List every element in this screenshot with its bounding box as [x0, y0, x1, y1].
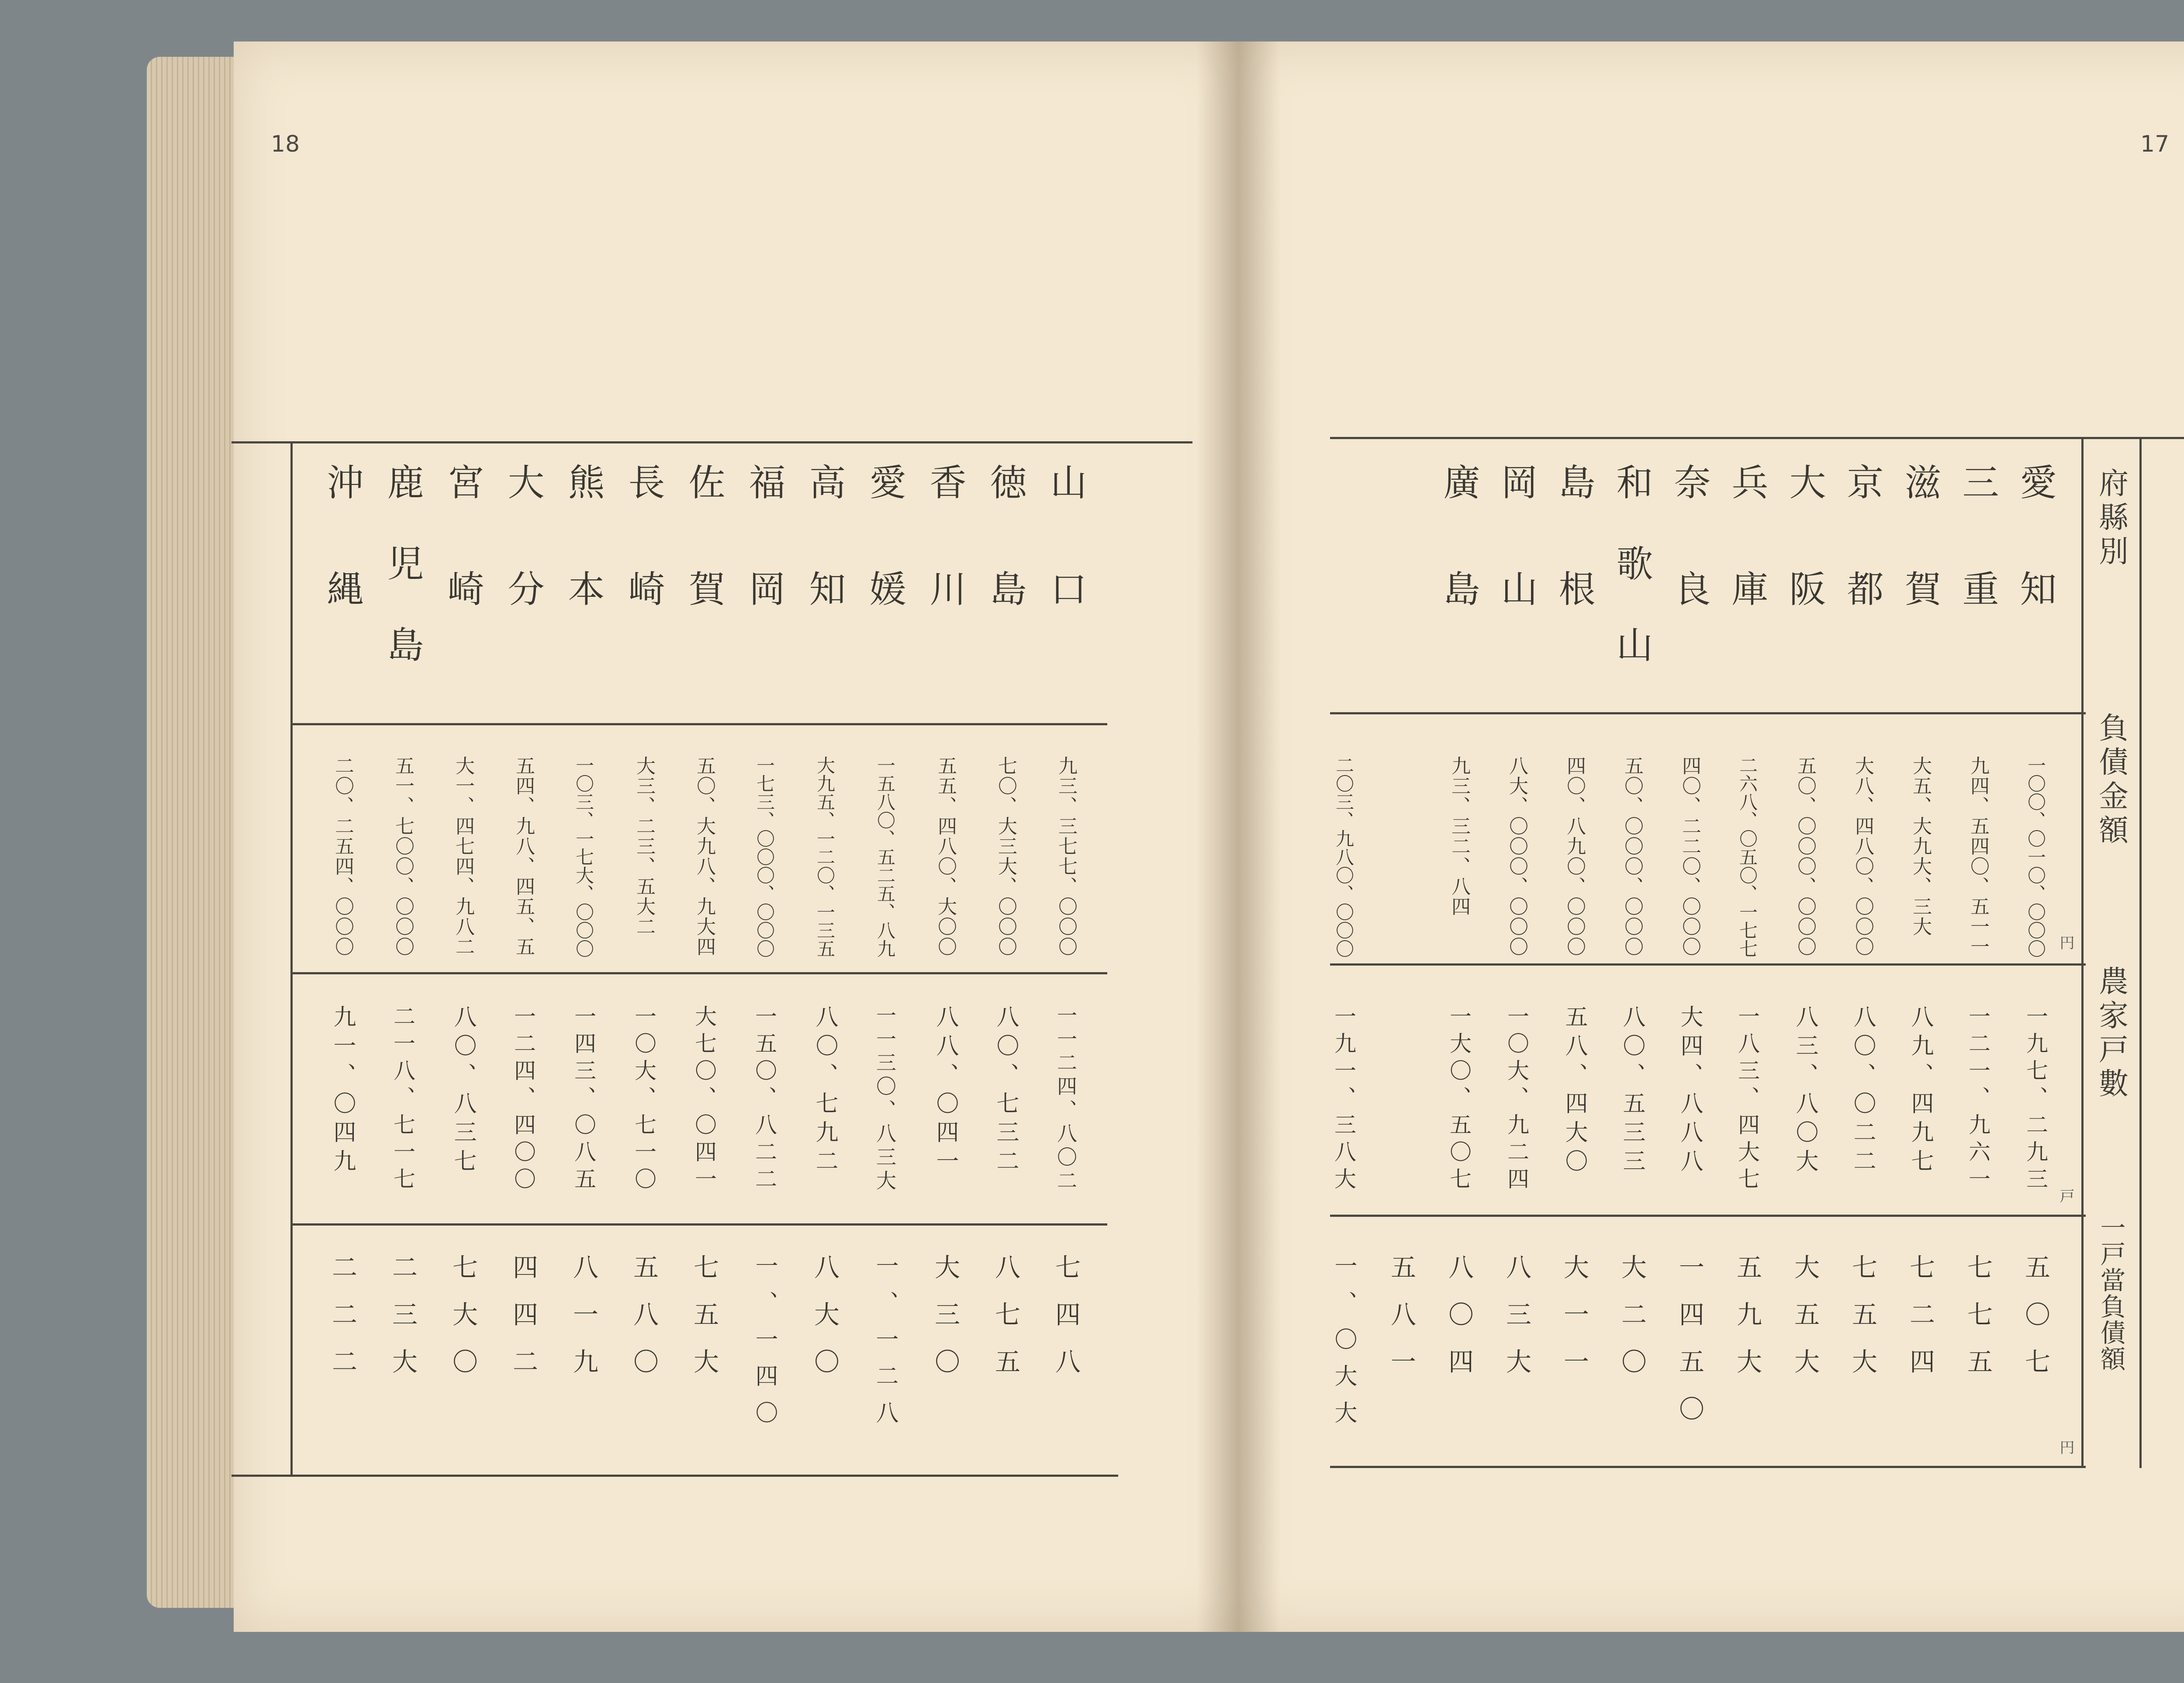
debt-amount: 大一、四七四、九八二 — [452, 756, 474, 957]
per-household-debt: 二二二 — [328, 1254, 357, 1396]
household-count: 八八、〇四一 — [932, 1005, 958, 1178]
left-table-rule-1 — [290, 723, 1107, 725]
prefecture-name: 高知 — [803, 463, 846, 676]
household-count: 八〇、五三三 — [1619, 1005, 1645, 1178]
debt-amount: 二〇三、九八〇、〇〇〇 — [1333, 756, 1355, 958]
prefecture-name: 島根 — [1553, 463, 1596, 676]
prefecture-name: 三重 — [1956, 463, 1999, 676]
debt-amount: 一〇三、一七大、〇〇〇 — [573, 756, 594, 958]
per-household-debt: 一、一四〇 — [751, 1254, 778, 1437]
per-household-debt: 二三大 — [388, 1254, 418, 1396]
debt-amount: 四〇、二二〇、〇〇〇 — [1679, 756, 1701, 957]
debt-amount: 四〇、八九〇、〇〇〇 — [1563, 756, 1586, 957]
header-debt-amount: 負債金額 — [2094, 712, 2129, 848]
debt-amount: 大九五、一二〇、一三五 — [814, 756, 836, 958]
left-page — [234, 42, 1238, 1632]
table-header-column — [2084, 468, 2138, 1459]
per-household-debt: 一四五〇 — [1675, 1254, 1704, 1443]
unit-yen-per: 円 — [2057, 1440, 2074, 1454]
per-household-debt: 一、一二八 — [872, 1254, 898, 1437]
left-page-edges — [147, 57, 247, 1608]
household-count: 五八、四大〇 — [1561, 1005, 1587, 1178]
prefecture-name: 京都 — [1841, 463, 1884, 676]
household-count: 一〇大、九二四 — [1504, 1005, 1529, 1195]
household-count: 一二四、四〇〇 — [511, 1005, 536, 1195]
debt-amount: 二〇、二五四、〇〇〇 — [332, 756, 354, 957]
per-household-debt: 四四二 — [508, 1254, 538, 1396]
prefecture-name: 山口 — [1044, 463, 1087, 676]
prefecture-name: 大阪 — [1783, 463, 1826, 676]
household-count: 八三、八〇大 — [1792, 1005, 1818, 1178]
per-household-debt: 八三大 — [1502, 1254, 1531, 1396]
header-households: 農家戸數 — [2094, 966, 2129, 1102]
prefecture-name: 香川 — [924, 463, 967, 676]
per-household-debt: 一、〇大大 — [1330, 1254, 1357, 1437]
header-prefecture: 府縣別 — [2094, 468, 2129, 570]
debt-amount: 五一、七〇〇、〇〇〇 — [392, 756, 414, 957]
per-household-debt: 大二〇 — [1617, 1254, 1647, 1396]
prefecture-name: 大分 — [502, 463, 545, 676]
right-table-rule-3 — [1330, 1215, 2086, 1217]
per-household-debt: 大三〇 — [930, 1254, 960, 1396]
debt-amount: 五〇、〇〇〇、〇〇〇 — [1794, 756, 1816, 957]
per-household-debt: 五九大 — [1732, 1254, 1762, 1396]
right-table-outer-rule — [2139, 437, 2142, 1468]
per-household-debt: 七七五 — [1963, 1254, 1993, 1396]
debt-amount: 八大、〇〇〇、〇〇〇 — [1506, 756, 1528, 957]
household-count: 一四三、〇八五 — [571, 1005, 596, 1195]
household-count: 一〇大、七一〇 — [631, 1005, 657, 1195]
per-household-debt: 五八一 — [1386, 1254, 1416, 1396]
debt-amount: 大八、四八〇、〇〇〇 — [1852, 756, 1874, 957]
household-count: 九一、〇四九 — [329, 1005, 356, 1178]
per-household-debt: 七五大 — [689, 1254, 719, 1396]
prefecture-name: 沖縄 — [321, 463, 364, 676]
right-table-top-rule — [1330, 437, 2184, 439]
per-household-debt: 七五大 — [1848, 1254, 1877, 1396]
household-count: 一一三〇、八三大 — [873, 1005, 897, 1194]
per-household-debt: 八〇四 — [1444, 1254, 1474, 1396]
household-count: 一五〇、八二二 — [752, 1005, 777, 1195]
household-count: 一一二四、八〇二 — [1054, 1005, 1078, 1194]
debt-amount: 九四、五四〇、五一一 — [1967, 756, 1989, 957]
per-household-debt: 五〇七 — [2021, 1254, 2050, 1396]
household-count: 八〇、八三七 — [450, 1005, 476, 1178]
prefecture-name: 徳島 — [984, 463, 1027, 676]
unit-household: 戸 — [2057, 1188, 2074, 1203]
debt-amount: 一七三、〇〇〇、〇〇〇 — [754, 756, 775, 958]
unit-yen-debt: 円 — [2057, 935, 2074, 950]
left-table-top-rule — [232, 441, 1192, 443]
prefecture-name: 鹿児島 — [381, 463, 424, 707]
prefecture-name: 岡山 — [1495, 463, 1538, 676]
page-number-right: 17 — [2140, 131, 2170, 157]
per-household-debt: 大五大 — [1790, 1254, 1820, 1396]
prefecture-name: 愛知 — [2014, 463, 2057, 676]
prefecture-name: 長崎 — [622, 463, 665, 676]
left-table-rule-2 — [290, 972, 1107, 974]
household-count: 一大〇、五〇七 — [1446, 1005, 1472, 1195]
prefecture-name: 福岡 — [743, 463, 786, 676]
left-table-bottom-rule — [232, 1475, 1118, 1477]
per-household-debt: 七四八 — [1051, 1254, 1081, 1396]
household-count: 一八三、四大七 — [1735, 1005, 1760, 1195]
household-count: 八九、四九七 — [1907, 1005, 1933, 1178]
per-household-debt: 七大〇 — [448, 1254, 478, 1396]
per-household-debt: 五八〇 — [629, 1254, 659, 1396]
prefecture-name: 愛媛 — [864, 463, 906, 676]
left-table-outer-rule — [290, 441, 293, 1477]
prefecture-name: 滋賀 — [1899, 463, 1942, 676]
per-household-debt: 八大〇 — [810, 1254, 840, 1396]
household-count: 八〇、〇二二 — [1849, 1005, 1876, 1178]
household-count: 二一八、七一七 — [390, 1005, 415, 1195]
household-count: 大四、八八八 — [1676, 1005, 1703, 1178]
debt-amount: 七〇、大三大、〇〇〇 — [995, 756, 1017, 957]
prefecture-name: 和歌山 — [1610, 463, 1653, 707]
right-table-bottom-rule — [1330, 1466, 2086, 1468]
prefecture-name: 宮崎 — [442, 463, 484, 676]
debt-amount: 五四、九八、四五、五 — [512, 756, 535, 957]
header-per-household: 一戸當負債額 — [2096, 1215, 2126, 1372]
household-count: 八〇、七三二 — [992, 1005, 1019, 1178]
left-table-rule-3 — [290, 1223, 1107, 1226]
per-household-debt: 七二四 — [1905, 1254, 1935, 1396]
page-number-left: 18 — [271, 131, 300, 157]
debt-amount: 一五八〇、五二五、八九 — [874, 756, 896, 958]
right-table-rule-2 — [1330, 963, 2086, 966]
debt-amount: 一〇〇、〇一〇、〇〇〇 — [2025, 756, 2046, 958]
debt-amount: 五〇、大九八、九大四 — [693, 756, 715, 957]
debt-amount: 五〇、〇〇〇、〇〇〇 — [1621, 756, 1643, 957]
per-household-debt: 大一一 — [1559, 1254, 1589, 1396]
household-count: 八〇、七九二 — [812, 1005, 838, 1178]
debt-amount: 九三、三七七、〇〇〇 — [1055, 756, 1077, 957]
debt-amount: 二六八、〇五〇、一七七 — [1737, 756, 1758, 958]
debt-amount: 九三、三二、八四 — [1448, 756, 1470, 917]
debt-amount: 大三、二三、五大二 — [633, 756, 655, 937]
prefecture-name: 佐賀 — [683, 463, 726, 676]
prefecture-name: 兵庫 — [1726, 463, 1769, 676]
book-gutter — [1197, 42, 1280, 1632]
per-household-debt: 八七五 — [991, 1254, 1020, 1396]
debt-amount: 大五、大九大、三大 — [1909, 756, 1932, 937]
per-household-debt: 八一九 — [569, 1254, 598, 1396]
prefecture-name: 熊本 — [562, 463, 605, 676]
household-count: 一九一、三八大 — [1331, 1005, 1356, 1195]
household-count: 大七〇、〇四一 — [691, 1005, 717, 1195]
prefecture-name: 奈良 — [1668, 463, 1711, 676]
prefecture-name: 廣島 — [1438, 463, 1480, 676]
right-table-rule-1 — [1330, 712, 2086, 714]
household-count: 一九七、二九三 — [2023, 1005, 2048, 1195]
debt-amount: 五五、四八〇、大〇〇 — [934, 756, 957, 957]
household-count: 一二一、九六一 — [1965, 1005, 1990, 1195]
